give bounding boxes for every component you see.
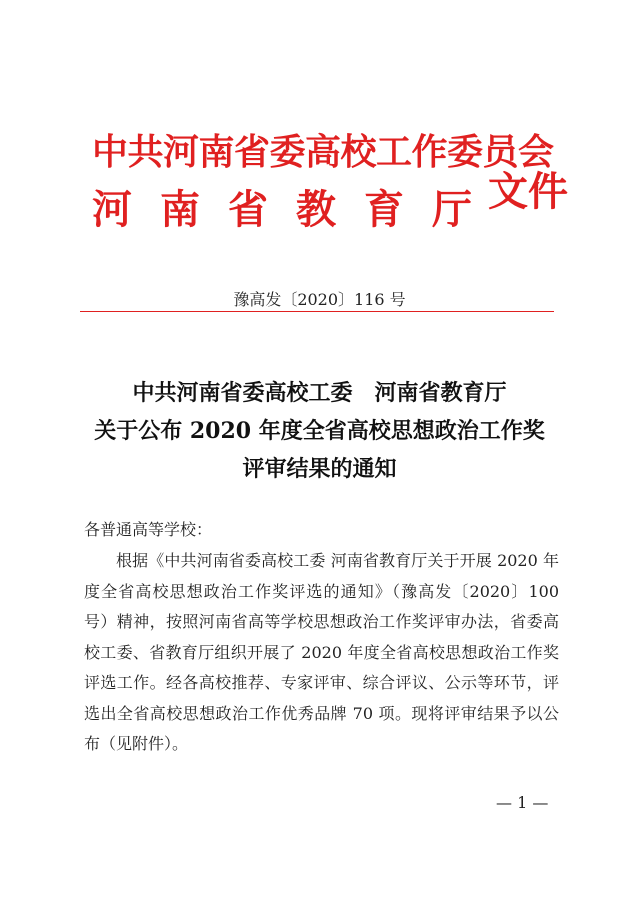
document-type-label: 文件 [488, 168, 568, 215]
title-line-3: 评审结果的通知 [242, 456, 397, 482]
document-number: 豫高发〔2020〕116 号 [233, 290, 406, 309]
body-paragraph: 根据《中共河南省委高校工委 河南省教育厅关于开展 2020 年度全省高校思想政治工作奖评选的通知》（豫高发〔2020〕100 号）精神，按照河南省高等学校思想政治工作奖评审办法，省委高校工委、省教育厅组织开展了 2020 年度全省高校思想政治工作奖评选工作。经各高校推荐、专家评审、综合评议、公示等环节，评选出全省高校思想政治工作优秀品牌 70 项。现将评审结果予以公布（见附件）。 [84, 551, 559, 753]
issuer-name-line-2: 河南省教育厅 [92, 186, 500, 233]
page-number: — 1 — [496, 793, 549, 812]
letterhead [92, 124, 568, 244]
title-line-1: 中共河南省委高校工委 河南省教育厅 [132, 380, 507, 406]
salutation: 各普通高等学校： [84, 520, 213, 539]
issuer-name-line-1: 中共河南省委高校工作委员会 [92, 131, 554, 173]
title-line-2: 关于公布 2020 年度全省高校思想政治工作奖 [94, 418, 545, 444]
red-divider [80, 311, 554, 312]
